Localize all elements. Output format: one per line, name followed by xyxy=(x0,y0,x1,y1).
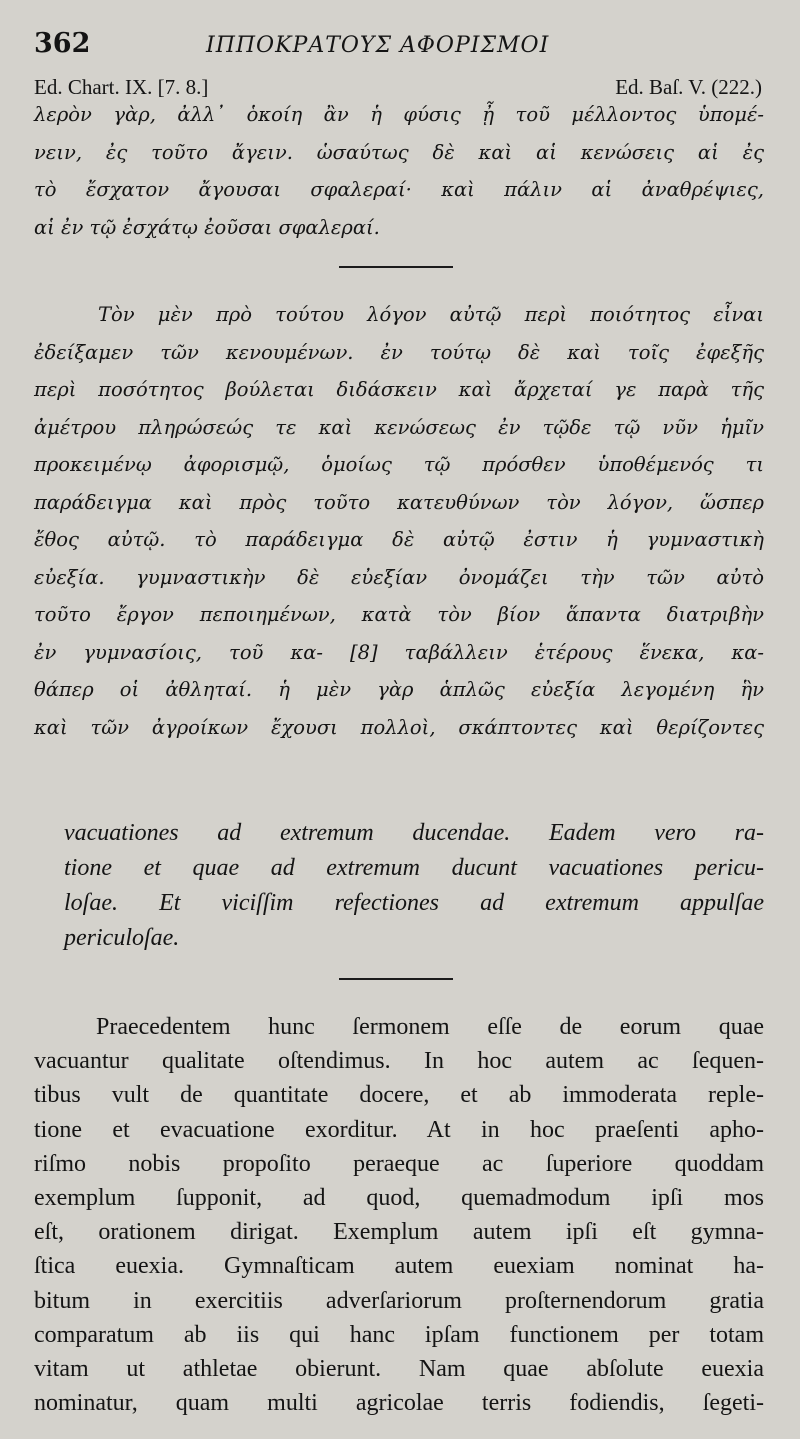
latin-line: eſt, orationem dirigat. Exemplum autem ipſi eſt gymna- xyxy=(34,1219,764,1246)
greek-line: αἱ ἐν τῷ ἐσχάτῳ ἐοῦσαι σφαλεραί. xyxy=(34,215,380,239)
greek-commentary xyxy=(34,296,766,746)
ed-bas-reference: Ed. Baſ. V. (222.) xyxy=(615,75,762,99)
latin-italic-line: tione et quae ad extremum ducunt vacuationes pericu- xyxy=(64,855,764,881)
latin-line: Praecedentem hunc ſermonem eſſe de eorum quae xyxy=(96,1014,764,1040)
latin-line: ſtica euexia. Gymnaſticam autem euexiam nominat ha- xyxy=(34,1253,764,1280)
latin-commentary xyxy=(34,1010,766,1420)
greek-line: εὐεξία. γυμναστικὴν δὲ εὐεξίαν ὀνομάζει τὴν τῶν αὐτὸ xyxy=(34,565,764,589)
section-divider xyxy=(339,266,453,268)
greek-line: νειν, ἐς τοῦτο ἄγειν. ὡσαύτως δὲ καὶ αἱ κενώσεις αἱ ἐς xyxy=(34,140,764,164)
latin-italic-line: periculoſae. xyxy=(64,925,180,951)
latin-line: riſmo nobis propoſito peraeque ac ſuperiore quoddam xyxy=(34,1150,764,1177)
greek-line: τοῦτο ἔργον πεποιημένων, κατὰ τὸν βίον ἅπαντα διατριβὴν xyxy=(34,603,764,626)
latin-line: comparatum ab iis qui hanc ipſam functionem per totam xyxy=(34,1321,764,1348)
page-number: 362 xyxy=(34,28,91,59)
latin-line: exemplum ſupponit, ad quod, quemadmodum ipſi mos xyxy=(34,1185,764,1212)
latin-line: tibus vult de quantitate docere, et ab immoderata reple- xyxy=(34,1082,764,1109)
latin-line: tione et evacuatione exorditur. At in hoc praeſenti apho- xyxy=(34,1116,764,1143)
greek-line: περὶ ποσότητος βούλεται διδάσκειν καὶ ἄρχεταί γε παρὰ τῆς xyxy=(34,378,764,401)
greek-line: καὶ τῶν ἀγροίκων ἔχουσι πολλοὶ, σκάπτοντες καὶ θερίζοντες xyxy=(34,715,764,739)
greek-line: ἔθος αὐτῷ. τὸ παράδειγμα δὲ αὐτῷ ἐστιν ἡ γυμναστικὴ xyxy=(34,528,764,551)
greek-line: Τὸν μὲν πρὸ τούτου λόγον αὐτῷ περὶ ποιότητος εἶναι xyxy=(98,303,764,326)
latin-italic-line: vacuationes ad extremum ducendae. Eadem vero ra- xyxy=(64,820,764,846)
latin-line: nominatur, quam multi agricolae terris fodiendis, ſegeti- xyxy=(34,1390,764,1417)
greek-line: τὸ ἔσχατον ἄγουσαι σφαλεραί· καὶ πάλιν αἱ ἀναθρέψιες, xyxy=(34,178,764,201)
greek-line: ἀμέτρου πληρώσεώς τε καὶ κενώσεως ἐν τῷδε τῷ νῦν ἡμῖν xyxy=(34,415,764,439)
latin-line: vacuantur qualitate oſtendimus. In hoc autem ac ſequen- xyxy=(34,1048,764,1075)
latin-line: bitum in exercitiis adverſariorum proſternendorum gratia xyxy=(34,1287,764,1314)
greek-line: ἐν γυμνασίοις, τοῦ κα- [8] ταβάλλειν ἑτέρους ἕνεκα, κα- xyxy=(34,640,764,664)
greek-line: παράδειγμα καὶ πρὸς τοῦτο κατευθύνων τὸν λόγον, ὥσπερ xyxy=(34,490,764,514)
greek-line: ἐδείξαμεν τῶν κενουμένων. ἐν τούτῳ δὲ καὶ τοῖς ἐφεξῆς xyxy=(34,340,764,364)
greek-aphorism-fragment xyxy=(34,96,766,246)
latin-italic-line: loſae. Et viciſſim refectiones ad extremum appulſae xyxy=(64,890,764,916)
latin-line: vitam ut athletae obierunt. Nam quae abſolute euexia xyxy=(34,1356,764,1383)
greek-line: προκειμένῳ ἀφορισμῷ, ὁμοίως τῷ πρόσθεν ὑποθέμενός τι xyxy=(34,453,764,476)
greek-line: λερὸν γὰρ, ἀλλ᾽ ὁκοίη ἂν ἡ φύσις ᾖ τοῦ μέλλοντος ὑπομέ- xyxy=(34,103,764,126)
latin-aphorism-fragment xyxy=(34,816,766,956)
ed-chart-reference: Ed. Chart. IX. [7. 8.] xyxy=(34,75,209,99)
running-title: ΙΠΠΟΚΡΑΤΟΥΣ ΑΦΟΡΙΣΜΟΙ xyxy=(206,33,550,58)
section-divider xyxy=(339,978,453,980)
greek-line: θάπερ οἱ ἀθληταί. ἡ μὲν γὰρ ἁπλῶς εὐεξία λεγομένη ἣν xyxy=(34,678,764,701)
page-header xyxy=(34,28,766,72)
